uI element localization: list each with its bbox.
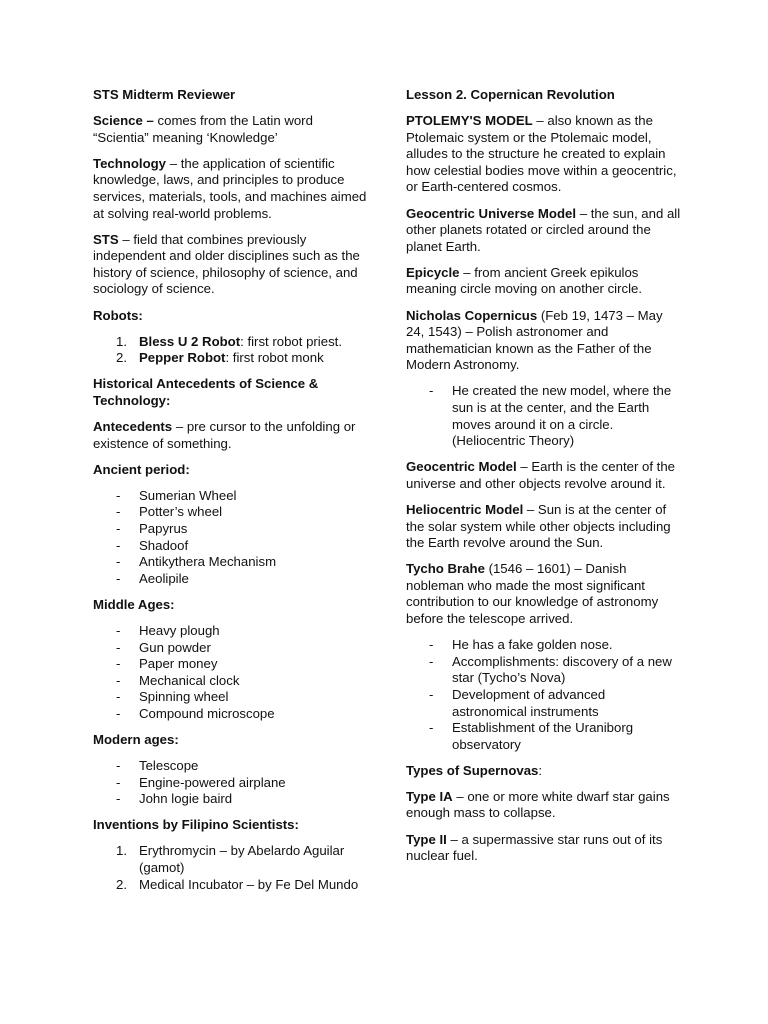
- list-item: - Gun powder: [93, 640, 370, 657]
- list-item: - Establishment of the Uraniborg observatory: [406, 720, 681, 753]
- list-item: - Telescope: [93, 758, 370, 775]
- item-text: : first robot priest.: [240, 333, 342, 349]
- list-item: - Compound microscope: [93, 706, 370, 723]
- list-item: - John logie baird: [93, 791, 370, 808]
- section-heading-supernovas: [406, 763, 681, 780]
- list-item: - He has a fake golden nose.: [406, 637, 681, 654]
- right-column: [406, 87, 681, 874]
- lesson-title: Lesson 2. Copernican Revolution: [406, 87, 615, 102]
- definition-text: – pre cursor to the unfolding or existence of something.: [93, 419, 356, 451]
- list-item: - Heavy plough: [93, 623, 370, 640]
- list-item: - Shadoof: [93, 538, 370, 555]
- heading-suffix: :: [538, 762, 543, 778]
- list-number: 1.: [116, 843, 127, 859]
- term: Technology: [93, 155, 167, 171]
- list-number: 2.: [116, 876, 127, 892]
- list-item: - Accomplishments: discovery of a new star (Tycho’s Nova): [406, 654, 681, 687]
- term: Type IA: [406, 788, 453, 804]
- definition-text: comes from the Latin word “Scientia” meaning ‘Knowledge’: [93, 113, 313, 145]
- definition-tycho-brahe: [406, 561, 681, 627]
- definition-text: – field that combines previously independent and older disciplines such as the history of science, philosophy of science, and sociology of science.: [93, 231, 360, 297]
- term: Type II: [406, 831, 447, 847]
- list-item: [93, 877, 370, 894]
- modern-ages-list: [93, 758, 370, 808]
- term: Science –: [93, 113, 154, 129]
- list-item: [93, 350, 370, 367]
- document-title: STS Midterm Reviewer: [93, 87, 236, 102]
- term: Nicholas Copernicus: [406, 307, 538, 323]
- definition-geocentric-model: [406, 459, 681, 492]
- list-item: - Papyrus: [93, 521, 370, 538]
- definition-copernicus: [406, 308, 681, 374]
- term: Bless U 2 Robot: [139, 333, 241, 349]
- list-item: - Spinning wheel: [93, 689, 370, 706]
- section-heading-historical: [93, 376, 370, 409]
- list-item: [93, 843, 370, 876]
- definition-text: – the sun, and all other planets rotated or circled around the planet Earth.: [406, 205, 681, 254]
- list-item: - Mechanical clock: [93, 673, 370, 690]
- filipino-inventions-list: [93, 843, 370, 893]
- list-item: - Paper money: [93, 656, 370, 673]
- term: Heliocentric Model: [406, 501, 524, 517]
- term: Types of Supernovas: [406, 762, 539, 778]
- item-text: : first robot monk: [225, 350, 324, 366]
- section-heading-ancient: [93, 462, 370, 479]
- list-number: 1.: [116, 333, 127, 349]
- definition-sts: [93, 232, 370, 298]
- term: STS: [93, 231, 119, 247]
- term: Antecedents: [93, 419, 173, 434]
- section-heading-middle: [93, 597, 370, 614]
- heading-text: Modern ages:: [93, 732, 179, 747]
- list-item: - Antikythera Mechanism: [93, 554, 370, 571]
- definition-ptolemy: [406, 113, 681, 196]
- list-number: 2.: [116, 350, 127, 366]
- list-item: - Potter’s wheel: [93, 504, 370, 521]
- middle-ages-list: [93, 623, 370, 723]
- definition-type-ii: [406, 832, 681, 865]
- heading-text: Middle Ages:: [93, 596, 175, 612]
- section-heading-modern: [93, 732, 370, 749]
- definition-antecedents: [93, 419, 370, 452]
- definition-text: – one or more white dwarf star gains enough mass to collapse.: [406, 788, 670, 821]
- definition-epicycle: [406, 265, 681, 298]
- section-heading-filipino: [93, 817, 370, 834]
- tycho-list: [406, 637, 681, 753]
- definition-text: – Sun is at the center of the solar system while other objects including the Earth revolve around the Sun.: [406, 501, 671, 551]
- definition-science: [93, 113, 370, 146]
- heading-text: Historical Antecedents of Science & Technology:: [93, 376, 319, 408]
- heading-text: Ancient period:: [93, 461, 190, 477]
- definition-text: (Feb 19, 1473 – May 24, 1543) – Polish astronomer and mathematician known as the Father of the Modern Astronomy.: [406, 307, 663, 373]
- definition-text: – Earth is the center of the universe and other objects revolve around it.: [406, 459, 675, 491]
- list-item: - He created the new model, where the sun is at the center, and the Earth moves around it on a circle. (Heliocentric Theory): [406, 383, 681, 449]
- copernicus-list: [406, 383, 681, 449]
- section-heading-robots: [93, 308, 370, 325]
- definition-geocentric-universe: [406, 206, 681, 256]
- term: Epicycle: [406, 264, 460, 280]
- list-item: - Aeolipile: [93, 571, 370, 588]
- term: Tycho Brahe: [406, 561, 485, 577]
- definition-technology: [93, 156, 370, 222]
- list-item: - Sumerian Wheel: [93, 488, 370, 505]
- heading-text: Inventions by Filipino Scientists:: [93, 817, 299, 833]
- term: Geocentric Universe Model: [406, 205, 577, 221]
- definition-text: – from ancient Greek epikulos meaning circle moving on another circle.: [406, 264, 643, 297]
- term: Geocentric Model: [406, 459, 517, 475]
- definition-text: – also known as the Ptolemaic system or the Ptolemaic model, alludes to the structure he created to explain how celestial bodies move within a geocentric, or Earth-centered cosmos.: [406, 113, 677, 195]
- heading-text: Robots:: [93, 307, 143, 323]
- definition-type-ia: [406, 789, 681, 822]
- term: PTOLEMY'S MODEL: [406, 113, 533, 129]
- robots-list: [93, 334, 370, 367]
- definition-text: (1546 – 1601) – Danish nobleman who made the most significant contribution to our knowledge of astronomy before the telescope arrived.: [406, 561, 659, 627]
- item-text: Erythromycin – by Abelardo Aguilar (gamot): [139, 843, 345, 876]
- list-item: [93, 334, 370, 351]
- definition-heliocentric-model: [406, 502, 681, 552]
- term: Pepper Robot: [139, 350, 226, 366]
- list-item: - Engine-powered airplane: [93, 775, 370, 792]
- definition-text: – the application of scientific knowledge, laws, and principles to produce services, materials, tools, and machines aimed at solving real-world problems.: [93, 155, 367, 221]
- definition-text: – a supermassive star runs out of its nuclear fuel.: [406, 831, 663, 864]
- item-text: Medical Incubator – by Fe Del Mundo: [139, 876, 359, 892]
- left-column: [93, 87, 370, 903]
- ancient-list: [93, 488, 370, 588]
- list-item: - Development of advanced astronomical instruments: [406, 687, 681, 720]
